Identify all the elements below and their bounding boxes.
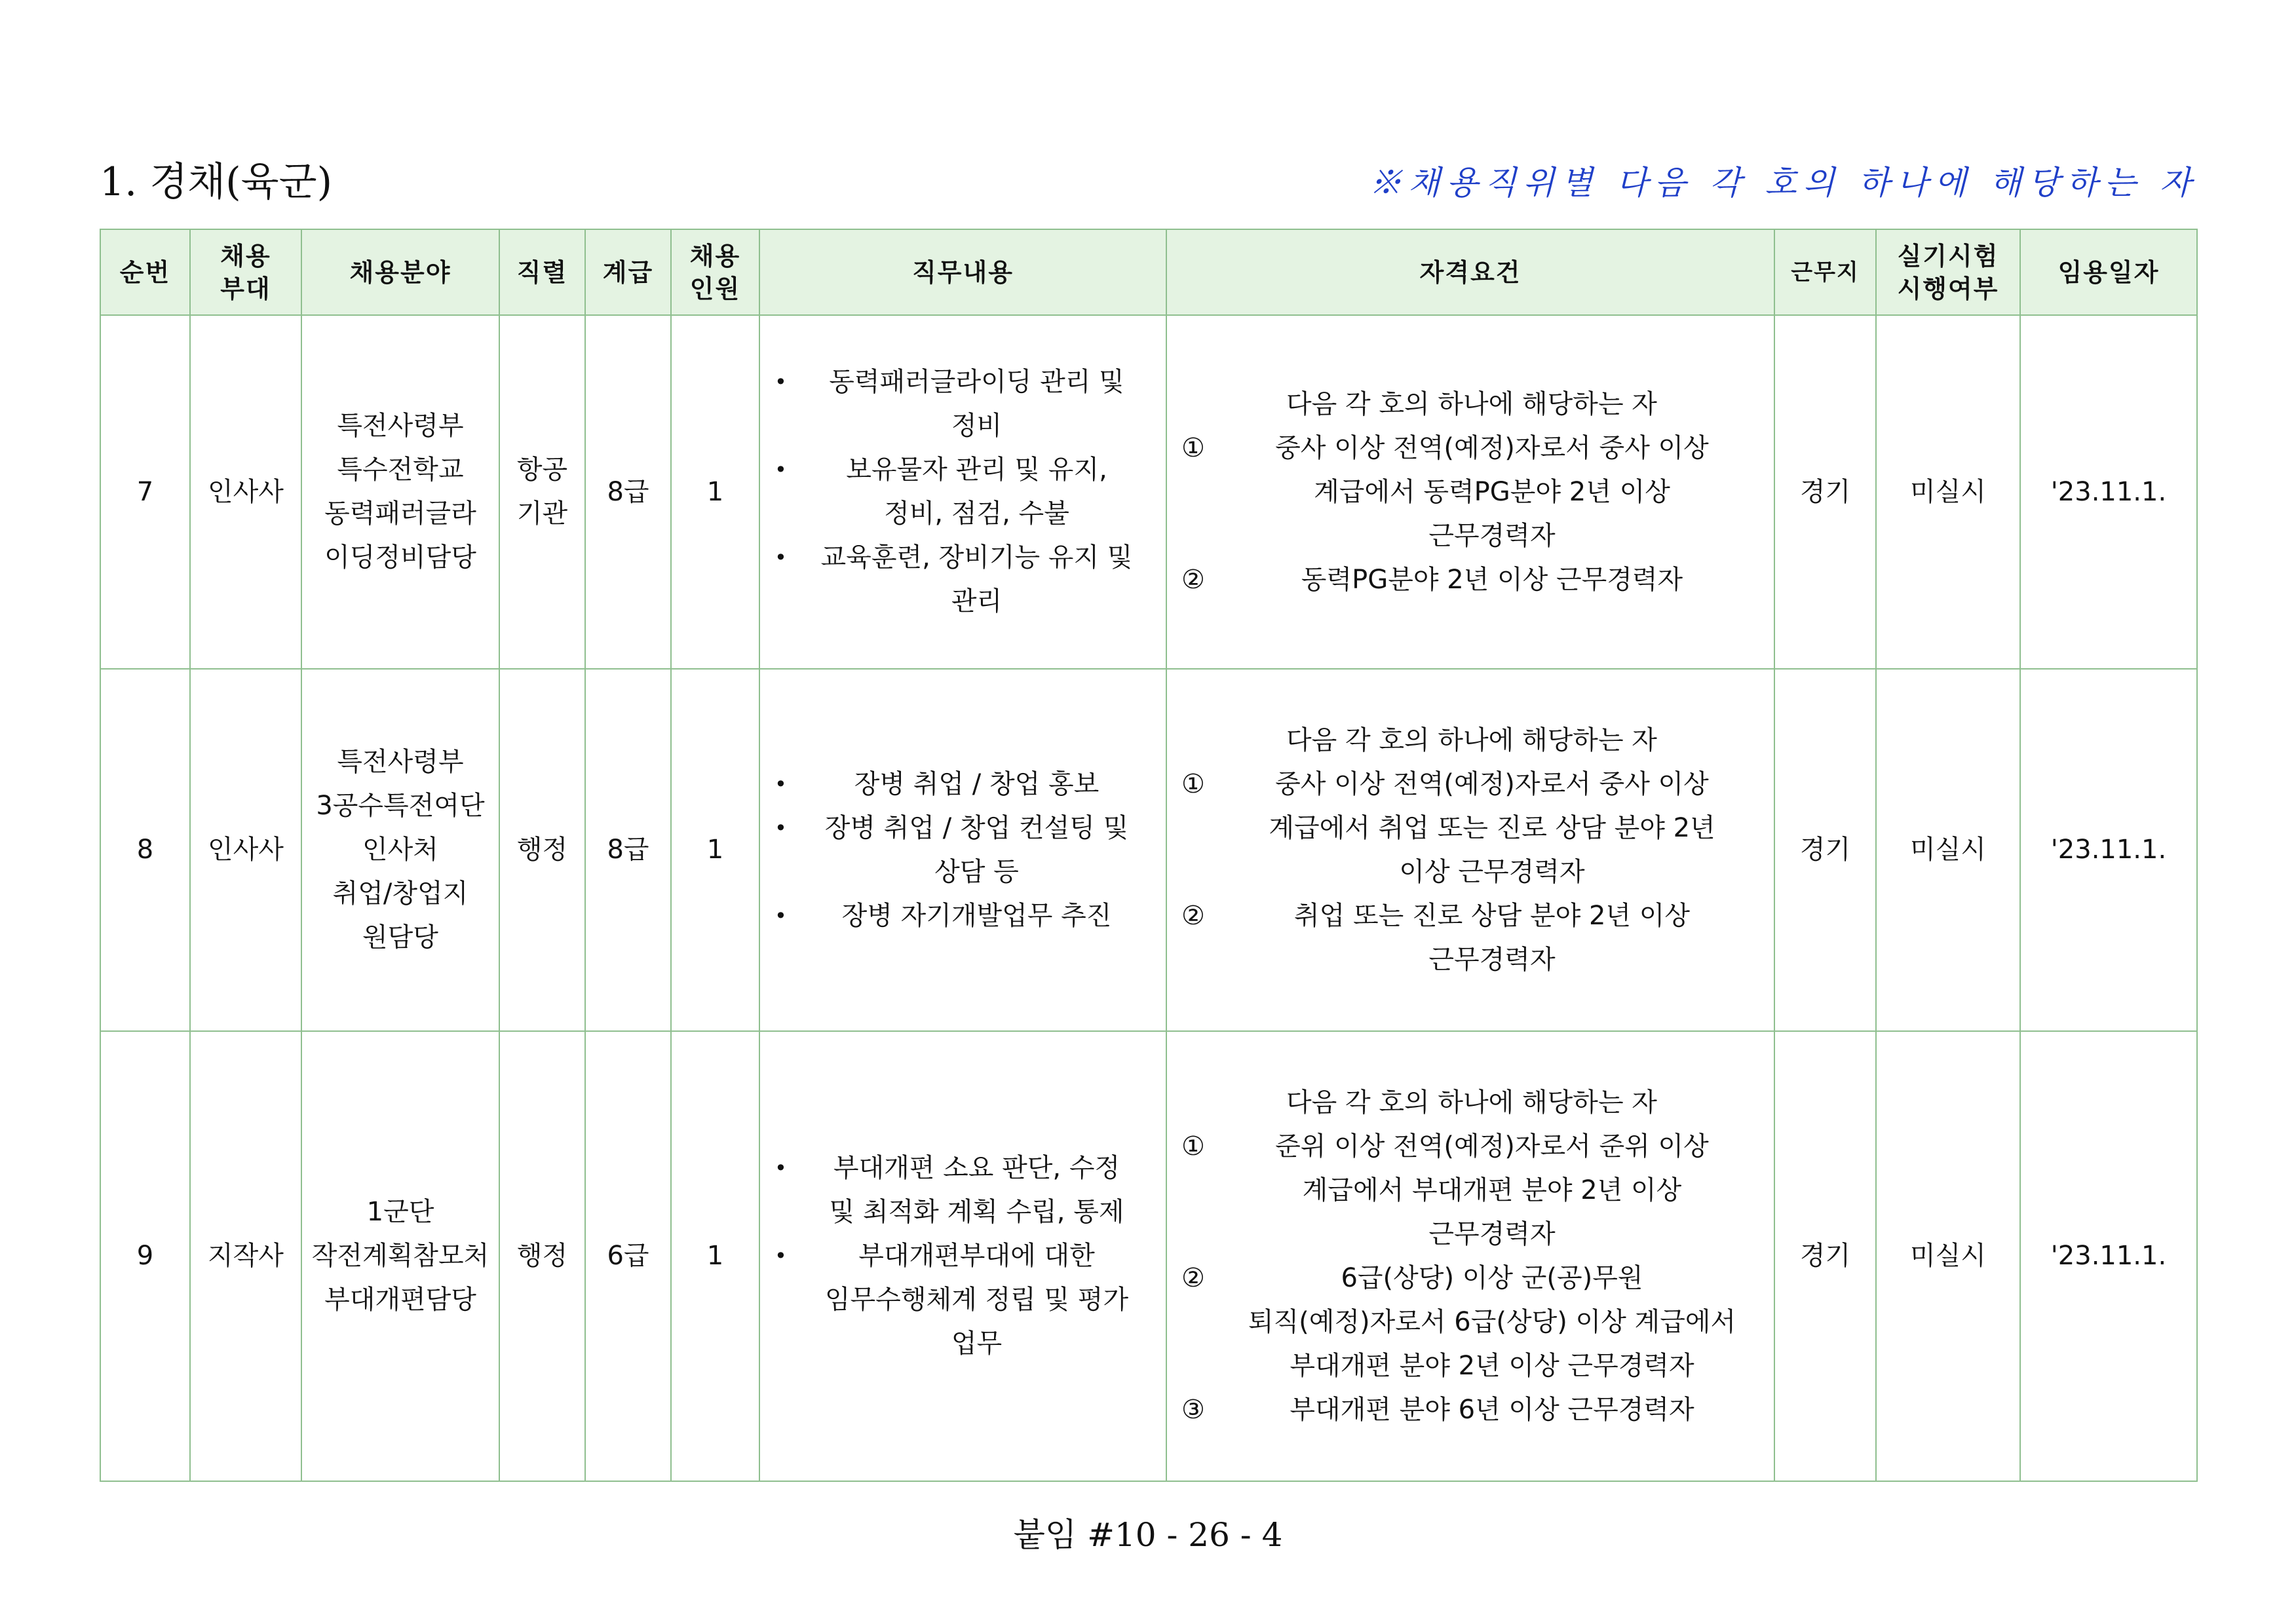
duty-line: 보유물자 관리 및 유지, [846,455,1107,485]
field-line: 특수전학교 [337,455,464,485]
duty-item [775,763,1153,806]
duty-line: 교육훈련, 장비기능 유지 및 [820,542,1133,573]
qualification-item [1181,426,1762,558]
qualification-mark: ② [1181,564,1205,595]
field-line: 특전사령부 [337,747,464,777]
duty-line: 및 최적화 계획 수립, 통제 [829,1197,1124,1227]
page-footer: 붙임 #10 - 26 - 4 [1013,1516,1283,1554]
duty-item [775,448,1153,536]
cell-practical: 미실시 [1876,1031,2020,1481]
duty-line: 업무 [951,1329,1003,1359]
duty-item [775,1234,1153,1366]
cell-appoint-date: '23.11.1. [2020,315,2197,669]
cell-duty [759,669,1166,1031]
field-line: 인사처 [362,835,438,865]
cell-location: 경기 [1774,315,1876,669]
qualification-mark: ① [1181,768,1205,799]
header-grade: 계급 [585,229,671,315]
qualification-line: 계급에서 동력PG분야 2년 이상 [1314,476,1670,507]
cell-qualification [1166,315,1774,669]
duty-item [775,894,1153,938]
series-line: 행정 [516,1241,568,1271]
header-unit [190,229,301,315]
cell-qualification [1166,1031,1774,1481]
series-line: 항공 [516,455,568,485]
field-line: 이딩정비담당 [324,542,476,573]
cell-unit: 인사사 [190,315,301,669]
qualification-line: 계급에서 취업 또는 진로 상담 분야 2년 [1269,812,1715,843]
duty-line: 장병 자기개발업무 추진 [841,900,1112,931]
qualification-line: 근무경력자 [1428,1218,1556,1249]
field-line: 원담당 [362,922,438,953]
cell-practical: 미실시 [1876,669,2020,1031]
duty-item [775,1146,1153,1234]
cell-appoint-date: '23.11.1. [2020,1031,2197,1481]
duty-list [760,360,1166,624]
qualification-intro: 다음 각 호의 하나에 해당하는 자 [1286,725,1657,755]
cell-unit: 지작사 [190,1031,301,1481]
duty-list [760,1146,1166,1366]
qualification-line: 준위 이상 전역(예정)자로서 준위 이상 [1275,1131,1709,1161]
qualification-line: 근무경력자 [1428,944,1556,975]
series-line: 기관 [516,499,568,529]
field-line: 동력패러글라 [324,499,476,529]
header-count-line: 인원 [689,274,741,303]
duty-line: 관리 [951,586,1003,616]
field-line: 부대개편담당 [324,1285,476,1315]
duty-item [775,536,1153,624]
qualification-line: 취업 또는 진로 상담 분야 2년 이상 [1293,900,1691,931]
header-unit-line: 채용 [220,241,271,271]
table-row [100,669,2197,1031]
cell-no: 7 [100,315,190,669]
field-line: 3공수특전여단 [316,791,485,821]
cell-no: 8 [100,669,190,1031]
header-practical [1876,229,2020,315]
qualification-mark: ③ [1181,1394,1205,1425]
field-line: 취업/창업지 [332,878,469,909]
duty-line: 동력패러글라이딩 관리 및 [829,367,1124,397]
section-title: 1. 경채(육군) [100,159,332,205]
header-practical-line: 실기시험 [1897,241,1999,271]
header-qualification: 자격요건 [1166,229,1774,315]
cell-count: 1 [671,1031,759,1481]
cell-duty [759,1031,1166,1481]
cell-grade: 6급 [585,1031,671,1481]
duty-line: 상담 등 [934,856,1019,887]
cell-series [499,669,585,1031]
field-line: 특전사령부 [337,411,464,441]
duty-item [775,360,1153,448]
duty-line: 정비, 점검, 수불 [884,499,1069,529]
qualification-mark: ② [1181,1262,1205,1293]
cell-field [301,669,499,1031]
qualification-item [1181,1125,1762,1256]
recruitment-table [100,229,2198,1482]
qualification-item [1181,1256,1762,1388]
qualification-line: 퇴직(예정)자로서 6급(상당) 이상 계급에서 [1248,1306,1736,1337]
duty-list [760,763,1166,938]
cell-count: 1 [671,669,759,1031]
header-practical-line: 시행여부 [1897,274,1999,303]
qualification-line: 부대개편 분야 6년 이상 근무경력자 [1290,1394,1694,1425]
duty-item [775,806,1153,894]
qualification-item [1181,558,1762,602]
qualification-line: 근무경력자 [1428,520,1556,551]
qualification-line: 6급(상당) 이상 군(공)무원 [1341,1262,1643,1293]
cell-series [499,1031,585,1481]
cell-count: 1 [671,315,759,669]
table-row [100,1031,2197,1481]
cell-location: 경기 [1774,1031,1876,1481]
table-row [100,315,2197,669]
cell-practical: 미실시 [1876,315,2020,669]
qualification-line: 부대개편 분야 2년 이상 근무경력자 [1290,1350,1694,1381]
cell-field [301,315,499,669]
duty-line: 장병 취업 / 창업 컨설팅 및 [824,812,1129,843]
qualification-intro: 다음 각 호의 하나에 해당하는 자 [1286,388,1657,419]
qualification-item [1181,763,1762,894]
qualification-line: 동력PG분야 2년 이상 근무경력자 [1301,564,1683,595]
header-location: 근무지 [1774,229,1876,315]
qualification-item [1181,894,1762,982]
field-line: 1군단 [366,1197,434,1227]
cell-field [301,1031,499,1481]
field-line: 작전계획참모처 [311,1241,489,1271]
header-count [671,229,759,315]
duty-line: 임무수행체계 정립 및 평가 [824,1285,1129,1315]
header-appoint-date: 임용일자 [2020,229,2197,315]
qualification-line: 중사 이상 전역(예정)자로서 중사 이상 [1275,432,1709,463]
duty-line: 부대개편부대에 대한 [858,1241,1095,1271]
cell-appoint-date: '23.11.1. [2020,669,2197,1031]
cell-location: 경기 [1774,669,1876,1031]
section-note: ※채용직위별 다음 각 호의 하나에 해당하는 자 [1369,164,2198,202]
header-duty: 직무내용 [759,229,1166,315]
header-no: 순번 [100,229,190,315]
cell-duty [759,315,1166,669]
header-count-line: 채용 [689,241,741,271]
header-series: 직렬 [499,229,585,315]
series-line: 행정 [516,835,568,865]
duty-line: 장병 취업 / 창업 홍보 [854,768,1100,799]
duty-line: 정비 [951,411,1003,441]
qualification-line: 계급에서 부대개편 분야 2년 이상 [1302,1175,1682,1205]
qualification-mark: ① [1181,432,1205,463]
qualification-line: 이상 근무경력자 [1399,856,1585,887]
qualification-line: 중사 이상 전역(예정)자로서 중사 이상 [1275,768,1709,799]
duty-line: 부대개편 소요 판단, 수정 [833,1153,1120,1183]
qualification-item [1181,1388,1762,1432]
cell-series [499,315,585,669]
header-field: 채용분야 [301,229,499,315]
cell-unit: 인사사 [190,669,301,1031]
cell-no: 9 [100,1031,190,1481]
qualification-mark: ② [1181,900,1205,931]
qualification-intro: 다음 각 호의 하나에 해당하는 자 [1286,1087,1657,1118]
cell-grade: 8급 [585,315,671,669]
cell-grade: 8급 [585,669,671,1031]
cell-qualification [1166,669,1774,1031]
header-unit-line: 부대 [220,274,271,303]
table-header-row [100,229,2197,315]
qualification-mark: ① [1181,1131,1205,1161]
